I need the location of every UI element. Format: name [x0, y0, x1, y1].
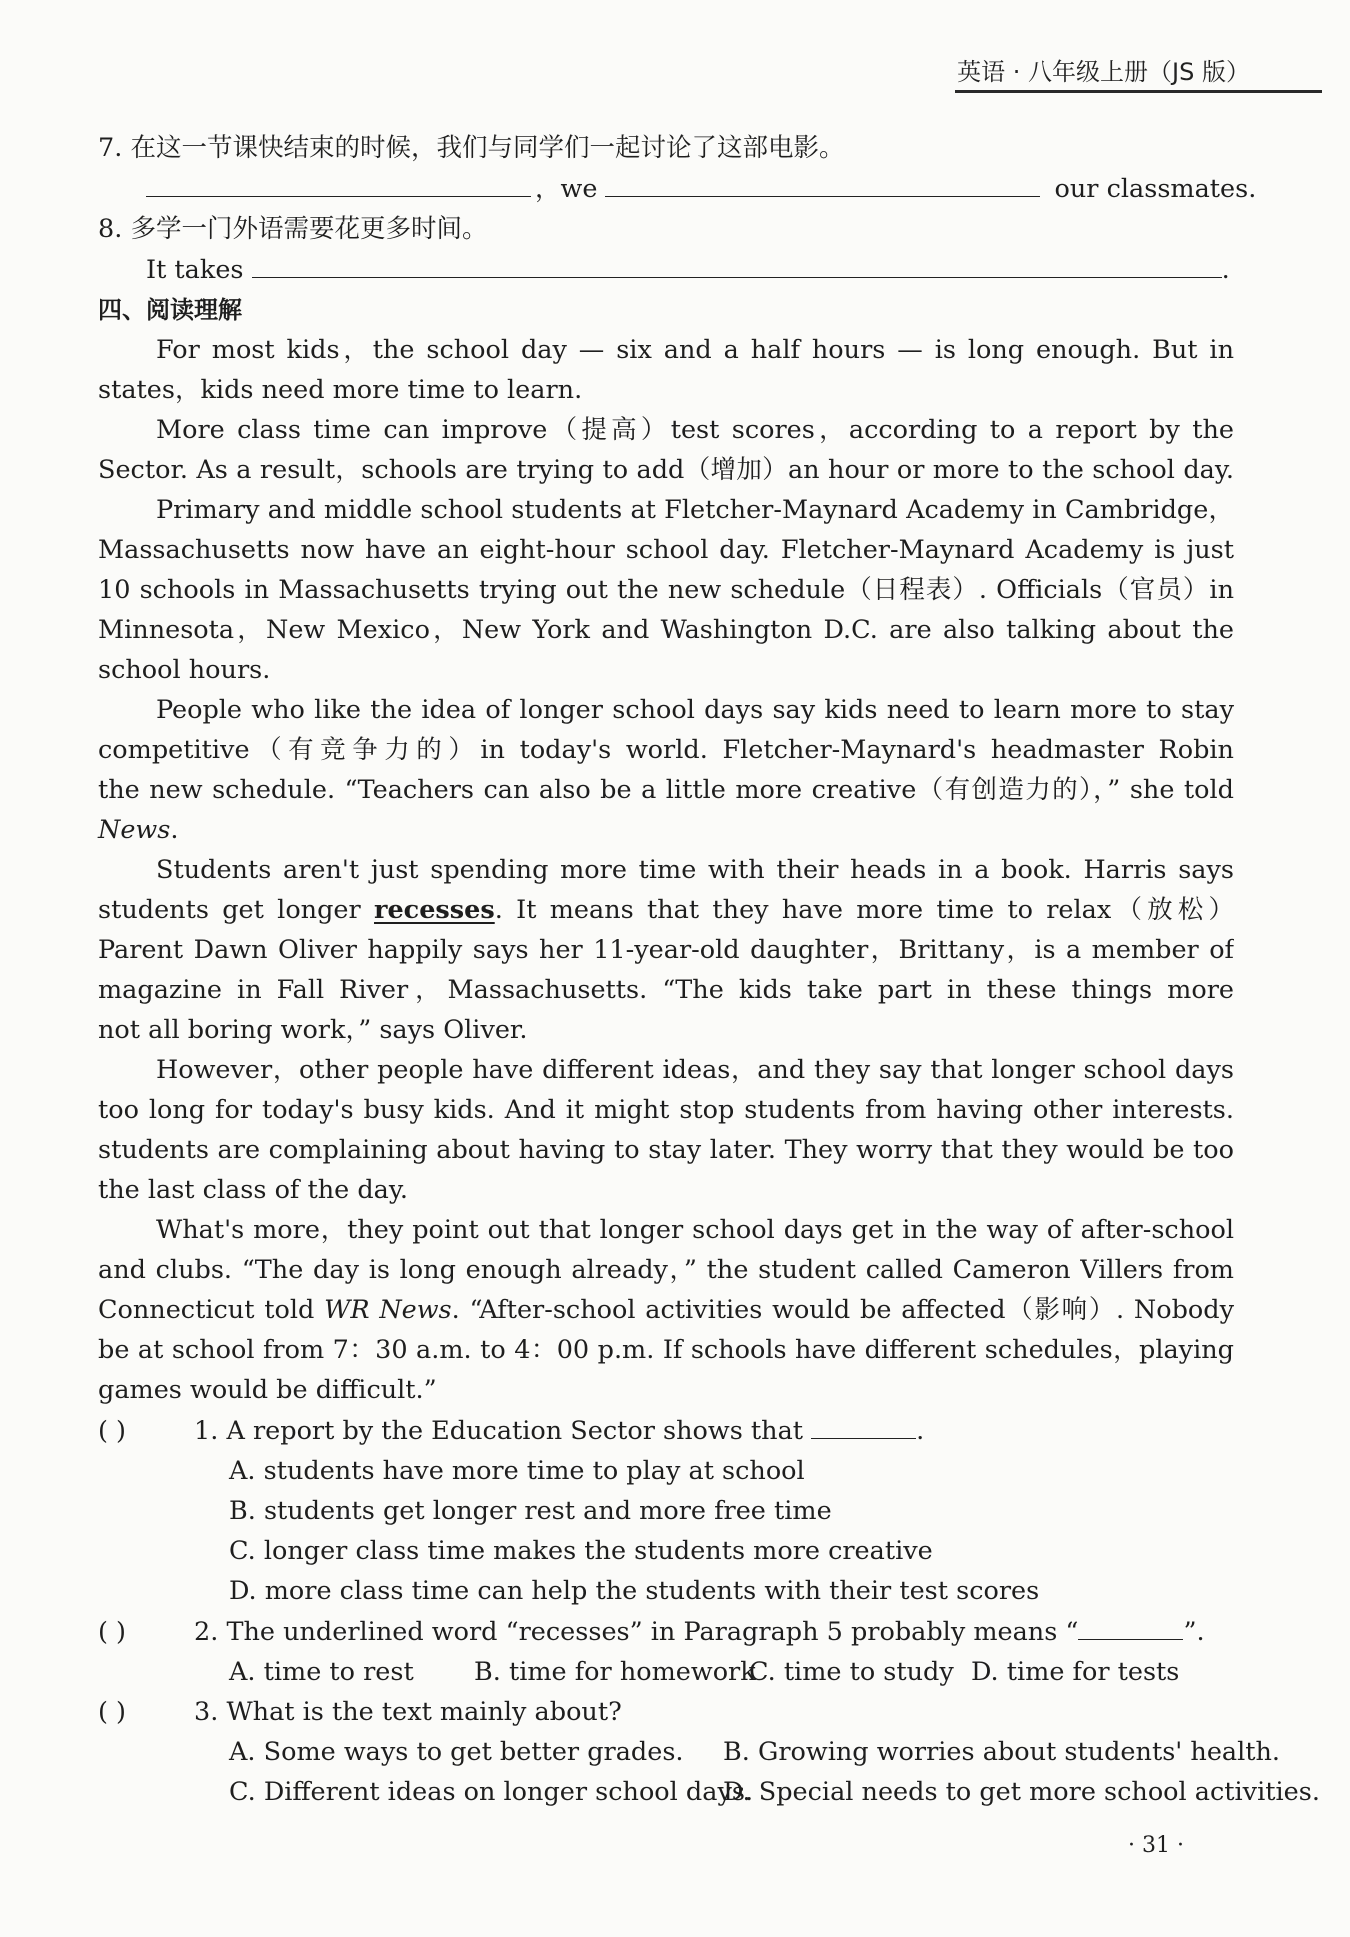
question-stem [98, 1692, 1234, 1732]
answer-prefix: It takes [146, 255, 244, 285]
passage-text: . It means that they have more time to relax（放松） [494, 895, 1234, 925]
passage-line: school hours. [98, 655, 271, 685]
passage-line: More class time can improve（提高）test scores，according to a report by the [156, 415, 1234, 445]
translation-8-prompt [98, 209, 1234, 249]
question-punct: ”. [1183, 1617, 1205, 1647]
question-text: A report by the Education Sector shows that [226, 1416, 804, 1446]
translation-7-prompt [98, 128, 1234, 168]
answer-blank[interactable] [605, 168, 1040, 197]
passage-line: News. [98, 815, 179, 845]
item-number: 8. [98, 214, 123, 244]
page-content [98, 128, 1320, 1812]
passage-line: Primary and middle school students at Fletcher-Maynard Academy in Cambridge， [156, 495, 1234, 525]
passage-line: However，other people have different ideas，and they say that longer school days [156, 1055, 1234, 1085]
passage-line: and clubs. “The day is long enough already，” the student called Cameron Villers from [98, 1255, 1234, 1285]
header-title: 英语 · 八年级上册（JS 版） [957, 58, 1250, 86]
passage-line: Sector. As a result，schools are trying to add（增加）an hour or more to the school day. [98, 455, 1234, 485]
publication-name: WR News [324, 1295, 452, 1325]
question-punct: . [916, 1416, 925, 1446]
answer-blank[interactable] [1078, 1611, 1183, 1640]
passage-line: For most kids，the school day — six and a half hours — is long enough. But in [156, 335, 1234, 365]
chinese-sentence: 多学一门外语需要花更多时间。 [130, 214, 488, 244]
answer-ending: . [1221, 255, 1230, 285]
passage-line: Students aren't just spending more time with their heads in a book. Harris says [156, 855, 1234, 885]
passage-line [98, 890, 1234, 930]
answer-bracket[interactable]: ( ) [98, 1416, 127, 1446]
answer-bracket[interactable]: ( ) [98, 1617, 127, 1647]
question-stem [98, 1611, 1234, 1652]
answer-connector: ，we [535, 174, 598, 204]
options-row [98, 1652, 1234, 1692]
answer-bracket[interactable]: ( ) [98, 1697, 127, 1727]
passage-line: Minnesota，New Mexico，New York and Washington D.C. are also talking about the [98, 615, 1234, 645]
answer-blank[interactable] [811, 1410, 916, 1439]
passage-line: too long for today's busy kids. And it might stop students from having other interests. [98, 1095, 1234, 1125]
question-stem [98, 1410, 1234, 1451]
page-number: · 31 · [1128, 1833, 1184, 1858]
option-a[interactable]: A. time to rest [229, 1657, 414, 1687]
section-title: 四、阅读理解 [98, 296, 242, 324]
question-2 [98, 1611, 1234, 1692]
item-number: 7. [98, 133, 123, 163]
option-a[interactable]: A. students have more time to play at school [229, 1456, 805, 1486]
passage-line: People who like the idea of longer school days say kids need to learn more to stay [156, 695, 1234, 725]
passage-line: states，kids need more time to learn. [98, 375, 583, 405]
option-a[interactable]: A. Some ways to get better grades. [229, 1737, 684, 1767]
options-row [98, 1732, 1281, 1772]
passage-text: students get longer [98, 895, 361, 925]
passage-text: the new schedule. “Teachers can also be a little more creative（有创造力的），” she told [98, 775, 1234, 805]
passage-line: Massachusetts now have an eight-hour school day. Fletcher-Maynard Academy is just [98, 535, 1234, 565]
passage-line: 10 schools in Massachusetts trying out the new schedule（日程表）. Officials（官员）in [98, 575, 1234, 605]
passage-line: magazine in Fall River，Massachusetts. “The kids take part in these things more [98, 975, 1234, 1005]
passage-text: . “After-school activities would be affected（影响）. Nobody [451, 1295, 1234, 1325]
question-number: 3. [194, 1697, 219, 1727]
reading-passage [98, 330, 1234, 1410]
option-d[interactable]: D. Special needs to get more school activities. [723, 1777, 1320, 1807]
passage-text: Connecticut told [98, 1295, 315, 1325]
question-number: 1. [194, 1416, 219, 1446]
passage-line: be at school from 7：30 a.m. to 4：00 p.m. If schools have different schedules，playing [98, 1335, 1234, 1365]
options-row [98, 1772, 1320, 1812]
option-c[interactable]: C. Different ideas on longer school days. [229, 1777, 754, 1807]
option-c[interactable]: C. longer class time makes the students more creative [229, 1536, 933, 1566]
translation-7-answer [98, 168, 1257, 209]
passage-line: competitive（有竞争力的）in today's world. Fletcher-Maynard's headmaster Robin [98, 735, 1234, 765]
option-d[interactable]: D. more class time can help the students with their test scores [229, 1576, 1040, 1606]
question-3 [98, 1692, 1320, 1812]
passage-line [98, 1290, 1234, 1330]
answer-blank[interactable] [146, 168, 531, 197]
passage-line: What's more，they point out that longer school days get in the way of after-school [156, 1215, 1234, 1245]
chinese-sentence: 在这一节课快结束的时候，我们与同学们一起讨论了这部电影。 [130, 133, 845, 163]
passage-line: students are complaining about having to stay later. They worry that they would be too [98, 1135, 1234, 1165]
question-text: What is the text mainly about? [226, 1697, 622, 1727]
option-b[interactable]: B. time for homework [474, 1657, 756, 1687]
passage-line: not all boring work，” says Oliver. [98, 1015, 528, 1045]
answer-blank[interactable] [252, 249, 1222, 278]
header-rule [955, 90, 1322, 93]
question-1 [98, 1410, 1234, 1611]
option-d[interactable]: D. time for tests [971, 1657, 1180, 1687]
passage-line: games would be difficult.” [98, 1375, 437, 1405]
answer-ending: our classmates. [1054, 174, 1257, 204]
option-b[interactable]: B. students get longer rest and more free time [229, 1496, 832, 1526]
option-b[interactable]: B. Growing worries about students' health. [723, 1737, 1281, 1767]
underlined-word: recesses [374, 895, 495, 925]
question-text: The underlined word “recesses” in Paragraph 5 probably means “ [226, 1617, 1079, 1647]
question-number: 2. [194, 1617, 219, 1647]
passage-line: the last class of the day. [98, 1175, 408, 1205]
publication-name: News [98, 815, 171, 845]
passage-line [98, 770, 1234, 810]
option-c[interactable]: C. time to study [749, 1657, 954, 1687]
passage-line: Parent Dawn Oliver happily says her 11-year-old daughter，Brittany，is a member of [98, 935, 1234, 965]
translation-8-answer [98, 249, 1234, 290]
